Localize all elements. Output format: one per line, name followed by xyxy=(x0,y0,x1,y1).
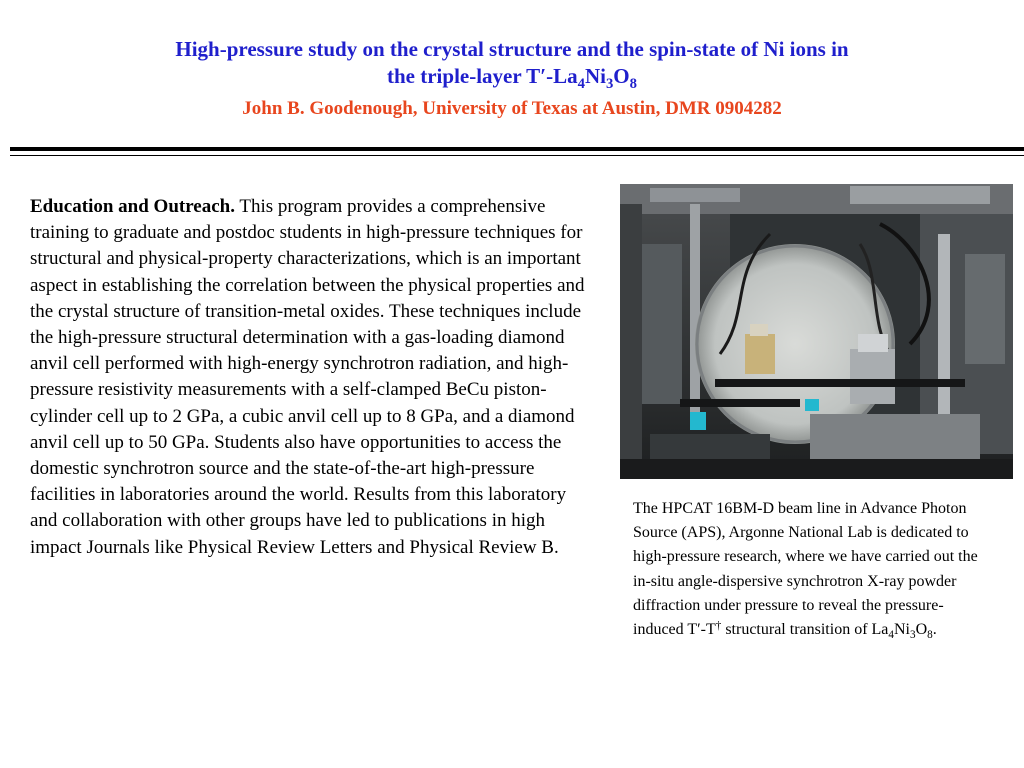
title-line-2-text: the triple-layer T′-La xyxy=(387,64,578,88)
slide-title xyxy=(0,36,1024,93)
author-line: John B. Goodenough, University of Texas at Austin, DMR 0904282 xyxy=(242,98,782,119)
header-divider-thin xyxy=(10,155,1024,156)
header-divider-thick xyxy=(10,147,1024,151)
beamline-photo xyxy=(620,184,1013,479)
title-subscript-ni: 3 xyxy=(605,76,614,93)
title-line-1: High-pressure study on the crystal structure and the spin-state of Ni ions in xyxy=(175,37,849,61)
body-paragraph xyxy=(30,194,590,561)
section-heading: Education and Outreach. xyxy=(30,196,235,217)
photo-caption xyxy=(633,497,993,642)
caption-text: The HPCAT 16BM-D beam line in Advance Photon Source (APS), Argonne National Lab is dedicated to high-pressure research, where we have carried out the in-situ angle-dispersive synchrotron X-ray powder diffraction under pressure to reveal the pressure-induced T′-T xyxy=(633,500,978,639)
title-subscript-la: 4 xyxy=(577,76,585,93)
title-subscript-o: 8 xyxy=(629,76,637,93)
title-o: O xyxy=(613,64,630,88)
title-line-2 xyxy=(0,63,1024,93)
body-text: This program provides a comprehensive training to graduate and postdoc students in high-pressure techniques for structural and physical-property characterizations, which is an important aspect in establishing the correlation between the physical properties and the crystal structure of transition-metal oxides. These techniques include the high-pressure structural determination with a gas-loading diamond anvil cell performed with high-energy synchrotron radiation, and high-pressure resistivity measurements with a self-clamped BeCu piston-cylinder cell up to 2 GPa, a cubic anvil cell up to 8 GPa, and a diamond anvil cell up to 50 GPa. Students also have opportunities to access the domestic synchrotron source and the state-of-the-art high-pressure facilities in laboratories around the world. Results from this laboratory and collaboration with other groups have led to publications in high impact Journals like Physical Review Letters and Physical Review B. xyxy=(30,196,585,558)
caption-o: O xyxy=(915,621,928,639)
caption-text-mid: structural transition of La xyxy=(721,621,889,639)
caption-dagger: † xyxy=(715,619,722,632)
title-ni: Ni xyxy=(584,64,606,88)
caption-end: . xyxy=(932,621,937,639)
caption-subscript-o: 8 xyxy=(927,628,933,641)
caption-subscript-la: 4 xyxy=(888,628,894,641)
caption-subscript-ni: 3 xyxy=(909,628,916,641)
caption-ni: Ni xyxy=(893,621,910,639)
